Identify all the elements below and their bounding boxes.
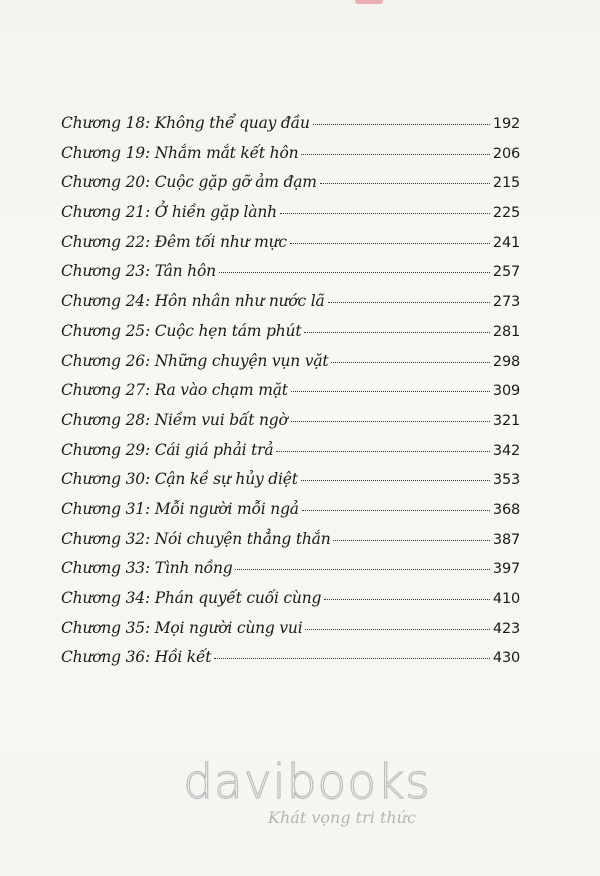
toc-entry [61, 619, 520, 649]
toc-chapter-prefix: Chương [61, 351, 121, 370]
toc-page-number: 321 [492, 412, 520, 429]
toc-chapter-title: Tân hôn [154, 262, 216, 281]
toc-colon: : [144, 529, 155, 548]
toc-chapter-number: 23 [125, 262, 145, 281]
toc-page-number: 387 [492, 531, 520, 548]
toc-dot-leader [304, 332, 490, 333]
toc-colon: : [144, 114, 155, 132]
toc-dot-leader [320, 183, 490, 184]
toc-chapter-prefix: Chương [61, 410, 121, 429]
toc-chapter-prefix: Chương [61, 648, 121, 667]
toc-dot-leader [291, 391, 490, 392]
toc-dot-leader [276, 451, 489, 452]
toc-chapter-prefix: Chương [61, 292, 121, 311]
toc-colon: : [144, 618, 155, 637]
toc-dot-leader [219, 272, 490, 273]
toc-chapter-prefix: Chương [61, 440, 121, 459]
toc-chapter-title: Hôn nhân như nước lã [154, 292, 325, 311]
toc-chapter-number: 29 [125, 440, 145, 459]
toc-entry [61, 589, 520, 619]
toc-page-number: 353 [492, 472, 520, 489]
page-edge-mark [355, 0, 383, 4]
toc-entry [61, 648, 520, 678]
toc-entry [61, 381, 520, 411]
toc-chapter-prefix: Chương [61, 114, 121, 132]
toc-entry [61, 530, 520, 560]
toc-chapter-number: 22 [125, 232, 145, 251]
toc-chapter-title: Ra vào chạm mặt [154, 381, 288, 400]
toc-chapter-prefix: Chương [61, 262, 121, 281]
toc-page-number: 225 [492, 205, 520, 222]
toc-chapter-title: Cuộc gặp gỡ ảm đạm [154, 173, 317, 192]
toc-dot-leader [324, 599, 490, 600]
toc-colon: : [144, 381, 155, 400]
toc-page-number: 192 [492, 116, 520, 132]
toc-dot-leader [290, 243, 490, 244]
toc-dot-leader [333, 540, 489, 541]
toc-chapter-number: 30 [125, 470, 145, 489]
toc-page-number: 397 [492, 561, 520, 578]
toc-colon: : [144, 173, 155, 192]
toc-colon: : [144, 589, 155, 607]
toc-chapter-prefix: Chương [61, 470, 121, 489]
toc-page-number: 342 [492, 442, 520, 459]
toc-colon: : [144, 292, 155, 311]
toc-dot-leader [305, 629, 489, 630]
toc-page-number: 273 [492, 294, 520, 311]
toc-chapter-title: Không thể quay đầu [154, 114, 310, 132]
toc-chapter-title: Ở hiền gặp lành [154, 203, 277, 222]
toc-page-number: 206 [492, 145, 520, 162]
toc-chapter-title: Nói chuyện thẳng thắn [154, 529, 331, 548]
toc-chapter-title: Cận kề sự hủy diệt [154, 470, 298, 489]
toc-chapter-title: Mọi người cùng vui [154, 618, 303, 637]
toc-chapter-title: Niềm vui bất ngờ [154, 410, 288, 429]
toc-dot-leader [280, 213, 490, 214]
toc-chapter-title: Mỗi người mỗi ngả [154, 499, 299, 518]
toc-dot-leader [328, 302, 490, 303]
toc-entry [61, 144, 520, 174]
toc-dot-leader [214, 658, 490, 659]
toc-colon: : [144, 232, 155, 251]
toc-chapter-prefix: Chương [61, 618, 121, 637]
toc-colon: : [144, 440, 155, 459]
toc-entry [61, 114, 520, 144]
toc-chapter-prefix: Chương [61, 321, 121, 340]
toc-chapter-number: 35 [125, 618, 145, 637]
toc-entry [61, 441, 520, 471]
toc-chapter-prefix: Chương [61, 173, 121, 192]
toc-chapter-number: 31 [125, 499, 145, 518]
toc-chapter-number: 25 [125, 321, 145, 340]
toc-entry [61, 292, 520, 322]
toc-chapter-prefix: Chương [61, 232, 121, 251]
toc-chapter-prefix: Chương [61, 559, 121, 578]
toc-chapter-title: Phán quyết cuối cùng [154, 589, 322, 607]
toc-chapter-title: Tình nồng [154, 559, 233, 578]
toc-page-number: 368 [492, 501, 520, 518]
toc-entry [61, 470, 520, 500]
toc-page-number: 410 [492, 591, 520, 607]
toc-chapter-number: 24 [125, 292, 145, 311]
toc-chapter-number: 27 [125, 381, 145, 400]
toc-chapter-number: 28 [125, 410, 145, 429]
toc-chapter-prefix: Chương [61, 143, 121, 162]
toc-chapter-title: Nhắm mắt kết hôn [154, 143, 299, 162]
toc-entry [61, 173, 520, 203]
toc-page-number: 423 [492, 620, 520, 637]
toc-chapter-number: 21 [125, 203, 145, 222]
toc-entry [61, 262, 520, 292]
toc-chapter-number: 18 [125, 114, 145, 132]
toc-entry [61, 352, 520, 382]
toc-page-number: 309 [492, 383, 520, 400]
toc-colon: : [144, 559, 155, 578]
toc-chapter-title: Đêm tối như mực [154, 232, 287, 251]
toc-chapter-prefix: Chương [61, 529, 121, 548]
toc-dot-leader [313, 124, 490, 125]
toc-chapter-number: 19 [125, 143, 145, 162]
toc-colon: : [144, 499, 155, 518]
toc-chapter-prefix: Chương [61, 203, 121, 222]
toc-colon: : [144, 470, 155, 489]
toc-dot-leader [301, 480, 490, 481]
toc-page-number: 430 [492, 650, 520, 667]
toc-chapter-number: 36 [125, 648, 145, 667]
table-of-contents [61, 114, 520, 678]
toc-colon: : [144, 351, 155, 370]
toc-page-number: 241 [492, 234, 520, 251]
toc-page-number: 257 [492, 264, 520, 281]
toc-page-number: 281 [492, 323, 520, 340]
toc-chapter-number: 26 [125, 351, 145, 370]
toc-chapter-title: Cuộc hẹn tám phút [154, 321, 302, 340]
toc-entry [61, 322, 520, 352]
toc-dot-leader [235, 569, 489, 570]
toc-dot-leader [331, 362, 490, 363]
toc-chapter-number: 32 [125, 529, 145, 548]
toc-page-number: 215 [492, 175, 520, 192]
toc-dot-leader [301, 154, 490, 155]
toc-colon: : [144, 410, 155, 429]
toc-chapter-title: Những chuyện vụn vặt [154, 351, 329, 370]
toc-entry [61, 203, 520, 233]
toc-chapter-title: Cái giá phải trả [154, 440, 274, 459]
toc-chapter-prefix: Chương [61, 499, 121, 518]
toc-page-number: 298 [492, 353, 520, 370]
toc-colon: : [144, 262, 155, 281]
toc-chapter-number: 20 [125, 173, 145, 192]
toc-dot-leader [291, 421, 490, 422]
toc-colon: : [144, 321, 155, 340]
toc-dot-leader [302, 510, 490, 511]
toc-colon: : [144, 648, 155, 667]
toc-chapter-number: 34 [125, 589, 145, 607]
toc-entry [61, 559, 520, 589]
toc-chapter-title: Hồi kết [154, 648, 212, 667]
watermark [162, 755, 452, 828]
toc-entry [61, 233, 520, 263]
toc-chapter-prefix: Chương [61, 589, 121, 607]
toc-colon: : [144, 203, 155, 222]
toc-entry [61, 411, 520, 441]
toc-colon: : [144, 143, 155, 162]
toc-entry [61, 500, 520, 530]
toc-chapter-prefix: Chương [61, 381, 121, 400]
watermark-brand: davibooks [183, 755, 431, 810]
toc-chapter-number: 33 [125, 559, 145, 578]
watermark-tagline: Khát vọng tri thức [268, 808, 416, 827]
